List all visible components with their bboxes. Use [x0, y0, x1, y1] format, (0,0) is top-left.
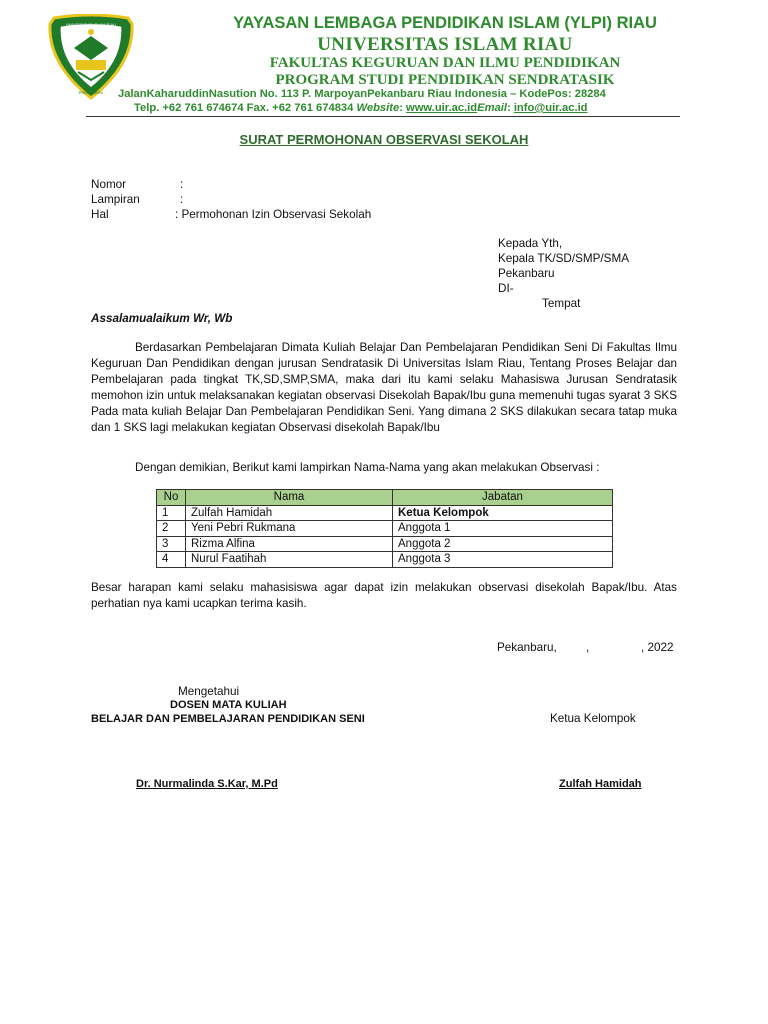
kop-contact: Telp. +62 761 674674 Fax. +62 761 674834 Website: www.uir.ac.idEmail: info@uir.ac.id: [134, 102, 588, 114]
dosen-title-1: DOSEN MATA KULIAH: [170, 699, 287, 711]
nomor-colon: :: [180, 178, 184, 191]
recipient-line3: Pekanbaru: [498, 267, 555, 280]
logo-text: UNIVERSITAS ISLAM RIAU: [65, 22, 117, 27]
row-no: 1: [157, 505, 186, 521]
recipient-line5: Tempat: [542, 297, 581, 310]
date-comma: ,: [586, 641, 590, 654]
table-row: [157, 521, 613, 537]
salutation: Assalamualaikum Wr, Wb: [91, 312, 233, 325]
hal-value: : Permohonan Izin Observasi Sekolah: [175, 208, 372, 221]
row-jabatan: Anggota 3: [393, 552, 613, 568]
recipient-line4: DI-: [498, 282, 514, 295]
recipient-line2: Kepala TK/SD/SMP/SMA: [498, 252, 629, 265]
row-jabatan: Ketua Kelompok: [393, 505, 613, 521]
email-link[interactable]: info@uir.ac.id: [513, 102, 588, 114]
recipient-line1: Kepada Yth,: [498, 237, 563, 250]
body-paragraph-1: Berdasarkan Pembelajaran Dimata Kuliah Belajar Dan Pembelajaran Pendidikan Seni Di Fakultas Ilmu Keguruan Dan Pendidikan dengan jurusan Sendratasik Di Universitas Islam Riau, Tentang Proses Belajar dan Pembelajaran pada tingkat TK,SD,SMP,SMA, maka dari itu kami selaku Mahasiswa Jurusan Sendratasik memohon izin untuk melaksanakan kegiatan observasi Disekolah Bapak/Ibu guna memenuhi tugas syarat 3 SKS Pada mata kuliah Belajar Dan Pembelajaran Pendidikan Seni. Yang dimana 2 SKS dilakukan secara tatap muka dan 1 SKS lagi melakukan kegiatan Observasi disekolah Bapak/Ibu: [91, 341, 677, 434]
lampiran-label: Lampiran: [91, 193, 140, 206]
row-nama: Yeni Pebri Rukmana: [186, 521, 393, 537]
row-no: 4: [157, 552, 186, 568]
website-link[interactable]: www.uir.ac.id: [406, 102, 478, 114]
row-jabatan: Anggota 1: [393, 521, 613, 537]
row-no: 3: [157, 536, 186, 552]
row-jabatan: Anggota 2: [393, 536, 613, 552]
date-year: , 2022: [641, 641, 674, 654]
ketua-signature-name: Zulfah Hamidah: [559, 778, 642, 790]
kop-university: UNIVERSITAS ISLAM RIAU: [317, 34, 573, 55]
logo-city: PEKANBARU: [78, 90, 104, 95]
header-jabatan: Jabatan: [393, 490, 613, 506]
table-row: [157, 505, 613, 521]
mengetahui-label: Mengetahui: [178, 685, 240, 698]
kop-faculty: FAKULTAS KEGURUAN DAN ILMU PENDIDIKAN: [269, 55, 621, 71]
table-row: [157, 536, 613, 552]
ketua-title: Ketua Kelompok: [550, 712, 636, 725]
website-label: Website: [356, 102, 400, 114]
kop-address: JalanKaharuddinNasution No. 113 P. MarpoyanPekanbaru Riau Indonesia – KodePos: 28284: [118, 88, 606, 100]
letter-title: SURAT PERMOHONAN OBSERVASI SEKOLAH: [239, 132, 529, 147]
kop-phone: Telp. +62 761 674674 Fax. +62 761 674834: [134, 102, 354, 114]
row-nama: Rizma Alfina: [186, 536, 393, 552]
kop-program: PROGRAM STUDI PENDIDIKAN SENDRATASIK: [275, 72, 615, 88]
kop-yayasan: YAYASAN LEMBAGA PENDIDIKAN ISLAM (YLPI) RIAU: [233, 14, 657, 32]
member-table: [156, 489, 613, 568]
dosen-signature-name: Dr. Nurmalinda S.Kar, M.Pd: [136, 778, 278, 790]
email-label: Email: [477, 102, 507, 114]
header-nama: Nama: [186, 490, 393, 506]
dosen-title-2: BELAJAR DAN PEMBELAJARAN PENDIDIKAN SENI: [91, 713, 365, 725]
row-nama: Zulfah Hamidah: [186, 505, 393, 521]
row-nama: Nurul Faatihah: [186, 552, 393, 568]
header-divider: [86, 116, 680, 117]
lampiran-colon: :: [180, 193, 184, 206]
table-row: [157, 552, 613, 568]
body-paragraph-3: Besar harapan kami selaku mahasisiswa agar dapat izin melakukan observasi disekolah Bapak/Ibu. Atas perhatian nya kami ucapkan terima kasih.: [91, 581, 677, 610]
row-no: 2: [157, 521, 186, 537]
hal-label: Hal: [91, 208, 109, 221]
table-header-row: [157, 490, 613, 506]
nomor-label: Nomor: [91, 178, 127, 191]
body-paragraph-2: Dengan demikian, Berikut kami lampirkan Nama-Nama yang akan melakukan Observasi :: [135, 461, 600, 474]
date-city: Pekanbaru,: [497, 641, 557, 654]
header-no: No: [157, 490, 186, 506]
